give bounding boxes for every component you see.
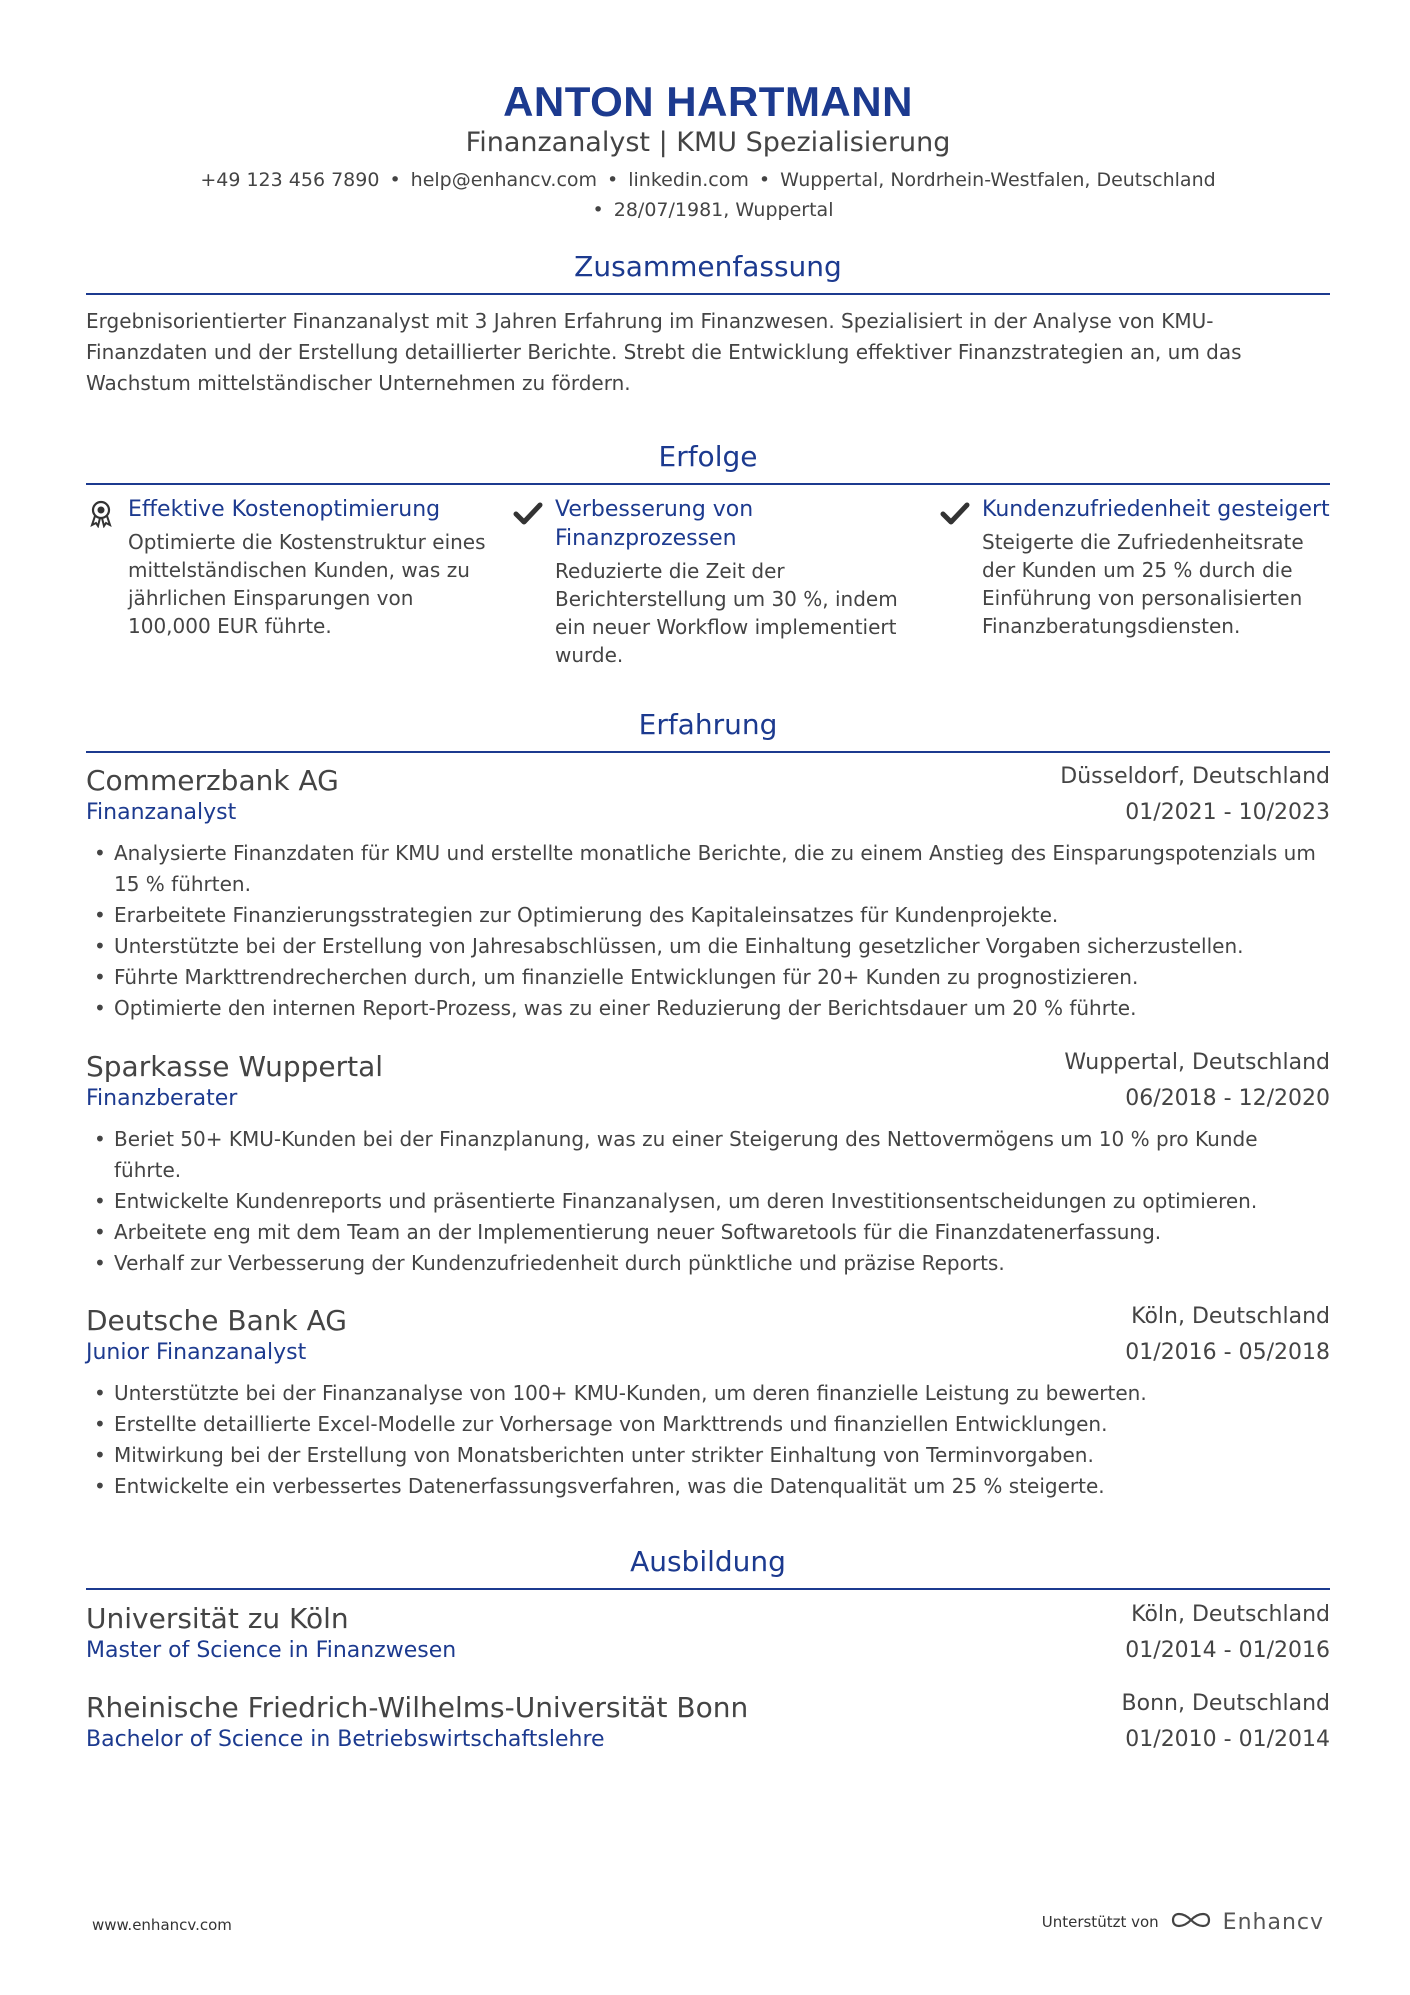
footer-powered-by (1042, 1908, 1324, 1936)
achievement-desc: Reduzierte die Zeit der Berichterstellung um 30 %, indem ein neuer Workflow implementiert wurde. (555, 559, 898, 667)
experience-entry (86, 764, 1330, 1024)
job-bullets (86, 1378, 1330, 1502)
job-dates: 06/2018 - 12/2020 (1125, 1086, 1330, 1111)
section-divider (86, 1588, 1330, 1590)
brand-name: Enhancv (1222, 1909, 1324, 1935)
experience-entry (86, 1304, 1330, 1502)
section-title-summary: Zusammenfassung (574, 250, 842, 283)
achievement-desc: Steigerte die Zufriedenheitsrate der Kunden um 25 % durch die Einführung von personalisierten Finanzberatungsdiensten. (982, 530, 1304, 638)
company-name: Deutsche Bank AG (86, 1304, 347, 1337)
resume-page (86, 0, 1330, 1995)
list-item: • Führte Markttrendrecherchen durch, um finanzielle Entwicklungen für 20+ Kunden zu prognostizieren. (86, 962, 1330, 993)
job-role: Finanzberater (86, 1086, 238, 1111)
list-item: • Erstellte detaillierte Excel-Modelle zur Vorhersage von Markttrends und finanziellen Entwicklungen. (86, 1409, 1330, 1440)
phone[interactable]: +49 123 456 7890 (200, 169, 380, 191)
achievement-item (940, 495, 1340, 640)
degree: Bachelor of Science in Betriebswirtschaftslehre (86, 1727, 605, 1752)
list-item: • Entwickelte ein verbessertes Datenerfassungsverfahren, was die Datenqualität um 25 % steigerte. (86, 1471, 1330, 1502)
achievement-item (86, 495, 486, 640)
school-name: Universität zu Köln (86, 1602, 349, 1635)
separator-dot: • (758, 169, 771, 191)
list-item: • Unterstützte bei der Erstellung von Jahresabschlüssen, um die Einhaltung gesetzlicher Vorgaben sicherzustellen. (86, 931, 1330, 962)
list-item: • Verhalf zur Verbesserung der Kundenzufriedenheit durch pünktliche und präzise Reports. (86, 1248, 1330, 1279)
section-title-experience: Erfahrung (638, 708, 778, 741)
section-divider (86, 483, 1330, 485)
separator-dot: • (592, 199, 604, 221)
section-divider (86, 293, 1330, 295)
linkedin[interactable]: linkedin.com (628, 169, 749, 191)
list-item: • Optimierte den internen Report-Prozess, was zu einer Reduzierung der Berichtsdauer um 20 % führte. (86, 993, 1330, 1024)
job-bullets (86, 838, 1330, 1024)
enhancv-logo-icon (1169, 1908, 1213, 1936)
school-location: Köln, Deutschland (1131, 1602, 1330, 1627)
achievement-desc: Optimierte die Kostenstruktur eines mittelständischen Kunden, was zu jährlichen Einsparungen von 100,000 EUR führte. (128, 530, 486, 638)
birth-info: 28/07/1981, Wuppertal (613, 199, 834, 221)
list-item: • Mitwirkung bei der Erstellung von Monatsberichten unter strikter Einhaltung von Terminvorgaben. (86, 1440, 1330, 1471)
contact-info (86, 165, 1330, 225)
job-role: Finanzanalyst (86, 800, 237, 825)
email[interactable]: help@enhancv.com (410, 169, 598, 191)
education-dates: 01/2010 - 01/2014 (1125, 1727, 1330, 1752)
achievement-title: Effektive Kostenoptimierung (128, 497, 441, 522)
job-location: Wuppertal, Deutschland (1064, 1050, 1330, 1075)
job-dates: 01/2016 - 05/2018 (1125, 1340, 1330, 1365)
separator-dot: • (389, 169, 401, 191)
list-item: • Erarbeitete Finanzierungsstrategien zur Optimierung des Kapitaleinsatzes für Kundenprojekte. (86, 900, 1330, 931)
education-dates: 01/2014 - 01/2016 (1125, 1638, 1330, 1663)
candidate-title: Finanzanalyst | KMU Spezialisierung (465, 127, 951, 158)
separator-dot: • (607, 169, 619, 191)
section-title-education: Ausbildung (630, 1545, 786, 1578)
check-icon (940, 498, 970, 528)
list-item: • Analysierte Finanzdaten für KMU und erstellte monatliche Berichte, die zu einem Anstieg des Einsparungspotenzials um 15 % führten. (86, 838, 1330, 900)
achievement-item (513, 495, 913, 669)
section-title-achievements: Erfolge (658, 440, 758, 473)
school-name: Rheinische Friedrich-Wilhelms-Universität Bonn (86, 1691, 749, 1724)
summary-text: Ergebnisorientierter Finanzanalyst mit 3 Jahren Erfahrung im Finanzwesen. Spezialisiert in der Analyse von KMU-Finanzdaten und der Erstellung detaillierter Berichte. Strebt die Entwicklung effektiver Finanzstrategien an, um das Wachstum mittelständischer Unternehmen zu fördern. (86, 309, 1242, 395)
job-bullets (86, 1124, 1330, 1279)
award-icon (86, 498, 116, 528)
company-name: Commerzbank AG (86, 764, 339, 797)
job-location: Düsseldorf, Deutschland (1060, 764, 1330, 789)
achievement-title: Kundenzufriedenheit gesteigert (982, 497, 1330, 522)
school-location: Bonn, Deutschland (1121, 1691, 1330, 1716)
job-location: Köln, Deutschland (1131, 1304, 1330, 1329)
education-entry (86, 1602, 1330, 1674)
list-item: • Entwickelte Kundenreports und präsentierte Finanzanalysen, um deren Investitionsentscheidungen zu optimieren. (86, 1186, 1330, 1217)
list-item: • Beriet 50+ KMU-Kunden bei der Finanzplanung, was zu einer Steigerung des Nettovermögens um 10 % pro Kunde führte. (86, 1124, 1330, 1186)
location: Wuppertal, Nordrhein-Westfalen, Deutschland (780, 169, 1216, 191)
section-divider (86, 751, 1330, 753)
footer-website[interactable]: www.enhancv.com (92, 1916, 232, 1934)
company-name: Sparkasse Wuppertal (86, 1050, 384, 1083)
list-item: • Unterstützte bei der Finanzanalyse von 100+ KMU-Kunden, um deren finanzielle Leistung zu bewerten. (86, 1378, 1330, 1409)
achievement-title: Verbesserung von Finanzprozessen (555, 497, 754, 551)
candidate-name: ANTON HARTMANN (503, 78, 913, 125)
check-icon (513, 498, 543, 528)
education-entry (86, 1691, 1330, 1763)
experience-entry (86, 1050, 1330, 1279)
powered-by-label: Unterstützt von (1041, 1913, 1159, 1931)
degree: Master of Science in Finanzwesen (86, 1638, 457, 1663)
job-role: Junior Finanzanalyst (86, 1340, 307, 1365)
list-item: • Arbeitete eng mit dem Team an der Implementierung neuer Softwaretools für die Finanzdatenerfassung. (86, 1217, 1330, 1248)
job-dates: 01/2021 - 10/2023 (1125, 800, 1330, 825)
